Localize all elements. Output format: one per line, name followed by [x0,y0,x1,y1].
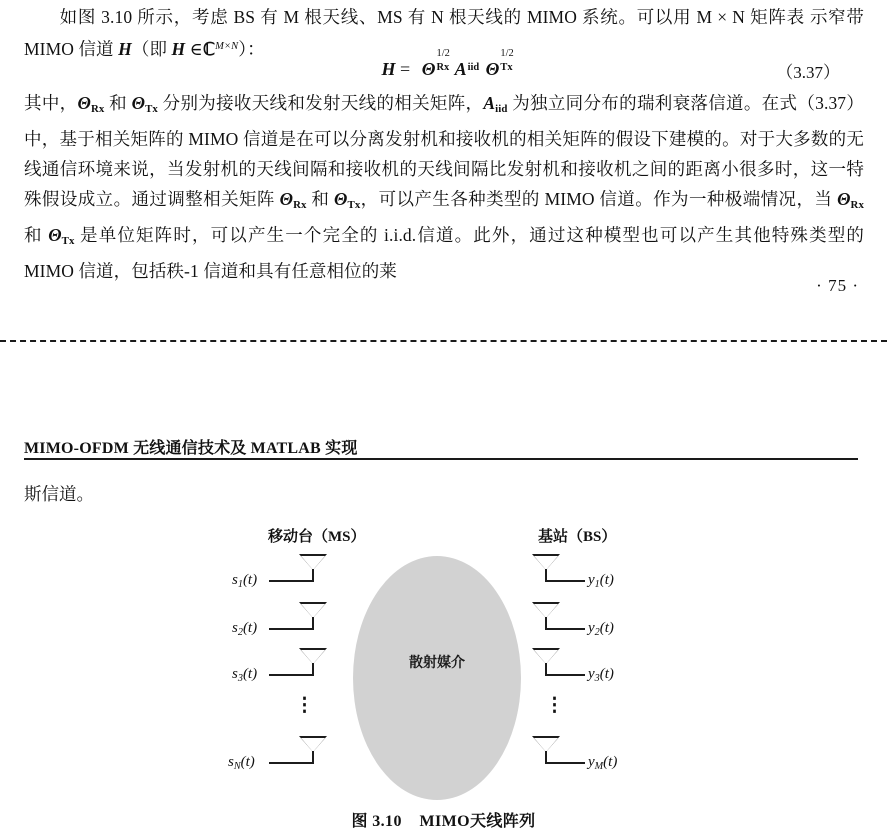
theta-tx-subscript: Tx [500,62,513,74]
theta-rx-exponent: 1/2 [436,48,450,60]
theta-symbol-tx: Θ [485,59,500,79]
explain-part-6: ，可以产生各种类型的 MIMO 信道。作为一种极端情况，当 [360,189,838,210]
running-head-rule [24,458,858,460]
receive-antenna-1 [528,554,564,584]
page-number: · 75 · [816,276,859,295]
figure-mimo-antenna-array [0,500,887,833]
paragraph-line-1: 如图 3.10 所示，考虑 BS 有 M 根天线、MS 有 N 根天线的 MIMO 系统。可以用 M × N 矩阵表 [59,7,805,27]
figure-caption-number: 图 3.10 [351,813,402,830]
running-head: MIMO-OFDM 无线通信技术及 MATLAB 实现 [24,440,358,457]
transmit-antenna-2 [295,602,331,632]
receive-antenna-2 [528,602,564,632]
explain-part-5: 和 [306,189,335,210]
receive-antenna-3 [528,648,564,678]
explain-part-4: 为独立同分布的瑞利衰落信道。在式（3.37）中，基于相关矩阵的 MIMO 信道是在可以分离发射机和接收机的相关矩阵的假设下建模的。对于大多数的无线通信环境来说，当发射机的天线间隔和接收机的天线间隔比发射机和接收机之间的距离小很多时，这一特殊假设成立。通过调整相关矩阵 [24,93,864,210]
theta-rx-inline-3: $\Theta_{Rx}$ [837,189,864,212]
matrix-dimensions-exponent: M×N [215,41,239,52]
scattering-medium-ellipse [353,556,521,800]
theta-rx-subscript: Rx [436,62,450,74]
figure-heading-base-station: 基站（BS） [538,529,617,545]
receive-signal-label-m: $y_M(t)$ [588,754,618,773]
page-top [0,0,887,330]
theta-tx-inline-2: $\Theta_{Tx}$ [334,189,361,212]
paragraph-line-2-suffix: ）： [238,38,265,59]
theta-rx-inline-1: $\Theta_{Rx}$ [77,93,105,116]
element-of-sign: ∈ [189,38,203,59]
equation-equals: = [400,59,411,79]
paragraph-line-2-prefix: 示窄带 MIMO 信道 [24,7,864,59]
receive-signal-label-3: $y_3(t)$ [588,666,614,685]
a-iid-inline: $A_{iid}$ [483,93,508,116]
transmit-signal-label-2: $s_2(t)$ [232,620,258,639]
transmit-antenna-1 [295,554,331,584]
receive-signal-label-2: $y_2(t)$ [588,620,614,639]
a-symbol: A [454,59,467,79]
theta-tx-term [479,48,514,80]
figure-caption-title: MIMO天线阵列 [419,813,536,830]
a-subscript: iid [467,62,480,74]
equation-lhs: H [381,59,396,79]
scattering-medium-label: 散射媒介 [409,656,465,671]
figure-caption [0,808,887,831]
transmit-signal-label-3: $s_3(t)$ [232,666,258,685]
paragraph-continuation: 斯信道。 [24,484,94,504]
transmit-antenna-3 [295,648,331,678]
explain-part-3: 分别为接收天线和发射天线的相关矩阵， [157,93,484,113]
theta-tx-inline-1: $\Theta_{Tx}$ [131,93,158,116]
explain-part-8: 是单位矩阵时，可以产生一个完全的 i.i.d.信道。此外，通过这种模型也可以产生其他特殊类型的 MIMO 信道，包括秩-1 信道和具有任意相位的莱 [24,225,864,282]
transmit-antenna-n [295,736,331,766]
paragraph-line-2-middle: （即 [131,38,172,59]
theta-rx-inline-2: $\Theta_{Rx}$ [279,189,307,212]
explain-part-7: 和 [24,225,49,246]
explain-part-2: 和 [104,93,132,113]
complex-field-symbol: ℂ [202,38,216,59]
a-iid-term [447,57,480,80]
theta-tx-inline-3: $\Theta_{Tx}$ [48,225,75,248]
figure-heading-mobile-station: 移动台（MS） [268,529,366,545]
equation-3-37 [24,48,864,80]
transmit-signal-label-n: $s_N(t)$ [228,754,255,773]
receive-antennas-ellipsis: ⋮ [545,695,564,716]
theta-symbol-rx: Θ [421,59,436,79]
equation-number: （3.37） [776,63,840,82]
page-bottom [0,340,887,833]
transmit-antennas-ellipsis: ⋮ [295,695,314,716]
theta-tx-exponent: 1/2 [500,48,514,60]
transmit-signal-label-1: $s_1(t)$ [232,572,258,591]
receive-antenna-m [528,736,564,766]
matrix-symbol-H-2: H [171,38,186,59]
matrix-symbol-H: H [118,38,132,59]
explain-part-1: 其中， [24,93,78,113]
display-equation-row [24,48,864,87]
paragraph-explanation [24,88,864,286]
receive-signal-label-1: $y_1(t)$ [588,572,614,591]
theta-rx-term [415,48,450,80]
